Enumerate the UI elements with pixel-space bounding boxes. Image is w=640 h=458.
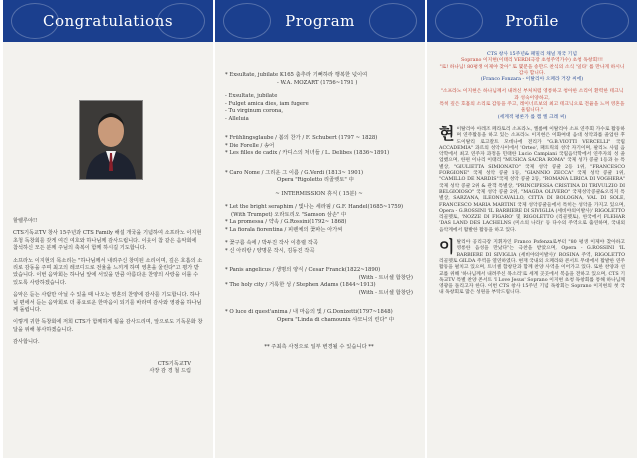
letter-paragraph: 할렐루야!! bbox=[13, 218, 38, 224]
letter-paragraph: 소프라노 이지현의 목소리는 "하나님께서 내려주신 창미된 소리이며, 깊은 호흡의 소리로 감동을 주며 최고의 레코디드로 전율을 느끼게 하며 영혼을 울린다"고 평가 받았습니다. 이번 음악회는 하나님 앞에 서있을 만큼 아름다운 찬양의 사랑을 이룰 수 있도록 사랑하겠습니다. bbox=[13, 257, 203, 286]
profile-paragraph: 현 이탈리아 아레조 페라토리 소프라노, 엘룸베 이탈리아 소프 연주회 가수로 활동하며 연주활동을 하고 있는 소프라노 이지현은 이화여대 음대 성악과를 졸업한 후 도이탈리 로고칼트 모데나에 전리가 "G.B.VIOTTI VERCELLI" 국립 ACCADEMIA" 과르의 성악사이에서 'Orteo', 패트릭의 성악 자기이며, 팔리노 사립 음악학에서 최고 연주자 과정을 민태한 Lucio Campiani 국립음악학에서 연주자의 성 졸업했으며, 한편 이나리 이태리 "MUSICA SACRA ROMA" 국제 성가 콩쿨 1등과 뉴 특별상, "GIULIETTA SIMIONATO" 국제 성악 콩쿨 2등 1위, "FRANCESCO FORGIONE" 국제 성악 콩쿨 1등, "GIANNIO ZECCA" 국제 성악 콩쿨 1위, "CAMILLO DE NARDIS"국제 성악 콩쿨 2등, "ROMANA LIRICA DI VOGHERA" 국제 성악 콩쿨 2위 & 관객 특별상, "PRINCIPESSA CRISTINA DI TRIVULZIO DI BELGIOIOSO" 국제 성악 콩쿨 2위, "MAGDA OLIVERO" 국제성악콩쿨&오리지 특별상, SARZANA, ILEONCAVALLO, CITTA DI BOLOGNA, VAL DI SOLE, FRANCESCO MARIA MARTINI 국제 성악콩쿨들에서 특히는 성악을 가지고 있으며, Opera - G.ROSSINI 'IL BARBIERE DI SIVIGLIA (세비야의이발사)' RIGOLETTO 리골렛토, 'NOZZE DI FIGARO' 및 RIGOLETTO (리골렛토), 한국에서 FLEHAR 'DAS LAND DES LACHELNS (미소의 나라)' 등 다수의 주역으로 출연하며, 국내외 음악계에서 활발한 활동을 하고 있다. bbox=[439, 123, 625, 233]
program-item: * Panis angelicus / 생명의 양식 / Cesar Franck(1822~1890) (With - 트너셀 합창단) bbox=[225, 267, 413, 281]
program-item: * La promessa / 약속 / G.Rossini(1792~ 1868) bbox=[225, 219, 347, 225]
program-item: * 신 아리랑 / 양명문 작시, 김동진 작곡 bbox=[225, 247, 315, 254]
signature-org: CTS기독교TV bbox=[157, 360, 191, 367]
program-item: * O luce di quest'anima / 내 마음의 빛 / G.Donizetti(1797~1848) bbox=[225, 309, 393, 315]
ceo-photo bbox=[79, 100, 143, 180]
drop-cap: 이 bbox=[439, 237, 455, 257]
program-item: - Fulget amica dies, iam fugere bbox=[225, 100, 309, 107]
letter-paragraph: 이렇게 귀한 독창회에 저희 CTS가 함께하게 됨을 감사드리며, 앞으로도 기독문화 창달을 위해 봉사하겠습니다. bbox=[13, 319, 203, 333]
program-item: * The holy city / 거룩한 성 / Stephen Adams (1844~1913) (With - 트너셀 합창단) bbox=[225, 282, 413, 296]
program-item: * 꽃구름 속에 / 박두진 작사 이흥렬 작곡 bbox=[225, 240, 318, 246]
congratulations-title: Congratulations bbox=[42, 12, 174, 30]
program-item: * Exsultate, jubilate K165 춤추라 기뻐하라 행복한 넋이여 - W.A. MOZART (1756~1791 ) bbox=[225, 72, 368, 86]
drop-cap: 현 bbox=[439, 123, 455, 143]
program-list bbox=[215, 42, 425, 352]
congratulations-header bbox=[3, 0, 213, 42]
letter-paragraph: CTS기독교TV 창사 15주년과 CTS Family 해설 개국을 기념하여 소프라노 이지현 초청 독창회를 갖게 여긴 여호와 하나님께 감사드립니다. 이웃이 참 같은 음악회에 참석하신 모든 분께 주님의 축복이 함께 하시길 기도합니다. bbox=[13, 230, 202, 252]
signature-name: 사장 감 경 철 드림 bbox=[149, 368, 191, 375]
profile-title: Profile bbox=[505, 12, 559, 30]
letter-signature bbox=[13, 361, 203, 376]
program-item: * Les filles de cadix / 카디스의 처녀들 / L. Delibes (1836~1891) bbox=[225, 150, 390, 156]
letter-paragraph: 감사합니다. bbox=[13, 339, 40, 346]
program-item: - Tu virginum corona, bbox=[225, 108, 284, 114]
letter-paragraph: 음악은 듣는 사람만 아닐 수 있을 때 나오는 영혼의 찬양에 감사를 기도합니다. 하나님 편에서 듣는 음악회로 더 풍요로운 한마음이 되기를 바라며 감사와 영광을 하나님께 돌립니다. bbox=[13, 292, 202, 314]
congratulations-panel bbox=[3, 0, 213, 458]
profile-paragraph: 이 탈리아 공리극장 지휘자인 Franco Pofenza로부터 "80 평생 이제야 찾아하고 영롱한 음성을 만났다"는 극찬을 받았으며, Opera - G.ROSSINI 'IL BARBIERE DI SIVIGLIA (세비야의이발사)' ROSINA 주역, RIGOLETTO 리골렛토 GILDA 주역을 열연하였다. 현재 국내외 오페라와 콘서트 무대에서 활발한 연주활동을 펼치고 있으며, 트너셀 합창단과 함께 찬양 사역을 이어가고 있다. 또한 찬양과 선교를 위해 '하나님께서 내려주신 목소리'로 세계 곳곳에서 복음을 전하고 있으며, CTS 기독교TV 특별 찬양 콘서트 'I Love Jesus' Soprano 이지현 초청 독창회를 통해 하나님께 영광을 돌리고자 한다. 이번 CTS 창사 15주년 기념 독창회는 Soprano 이지현의 첫 국내 독창회로 많은 성원을 부탁드립니다. bbox=[439, 237, 625, 296]
profile-panel bbox=[427, 0, 637, 458]
program-panel bbox=[215, 0, 425, 458]
program-item: * Caro Nome / 그리운 그 이름 / G.Verdi (1813~ 1901) bbox=[225, 169, 364, 176]
profile-body bbox=[427, 42, 637, 297]
program-item-sub: Opera "Rigoletto 리골렛토" 中 bbox=[277, 177, 354, 183]
intermission: ~ INTERMISSION 휴식 ( 15분) ~ bbox=[275, 190, 363, 197]
program-header bbox=[215, 0, 425, 42]
program-item: - Exsultate, jubilate bbox=[225, 93, 278, 99]
congratulations-letter bbox=[13, 218, 203, 347]
program-item: * La fiorala fiorentina / 피렌체의 꽃파는 아가씨 bbox=[225, 226, 343, 233]
program-item: * Frühlingsglaube / 봄의 찬가 / F. Schubert (1797 ~ 1828) bbox=[225, 135, 378, 141]
program-item-sub: Opera "Linda di chamounix 샤모니의 린다" 中 bbox=[277, 316, 395, 323]
program-note: ** 주최측 사정으로 일부 변경될 수 있습니다 ** bbox=[264, 344, 374, 350]
profile-header bbox=[427, 0, 637, 42]
program-item: - Alleluia bbox=[225, 115, 249, 122]
program-item: * Die Forelle / 송어 bbox=[225, 142, 275, 149]
profile-intro: CTS 창사 15주년& 패밀리 채널 개국 기념 Soprano 이지현(이태리 VERDI극장 초청주역가수) 초청 독창회!!! "로! 하나님! 80평생 이제야 찾아" 또 몇분을 송만드 찬식의 소식 '일타' 를 만나게 하시니 감사 합니다. (Franco Fonzara - 이탈리아 오페라 거장 씨에) "소프라노 이지현은 하나님께서 내려신 부처처럼 영롱하고 청아한 소리이 환력한 테크닉과 성숙이양하고, 특히 깊은 호흡의 소리로 감동을 주고, 레이너르보의 최고 테크닉으로 전율을 느껴 영혼을 울립니다." (세계적 평론가 를 캠 엘 크레 씨) bbox=[439, 52, 625, 120]
program-title: Program bbox=[285, 12, 355, 30]
program-item: * Let the bright seraphim / 빛나는 세라핌 / G.F. Handel(1685~1759) (With Trumpet) 오라토리오 "Samson 삼손" 中 bbox=[225, 204, 404, 218]
